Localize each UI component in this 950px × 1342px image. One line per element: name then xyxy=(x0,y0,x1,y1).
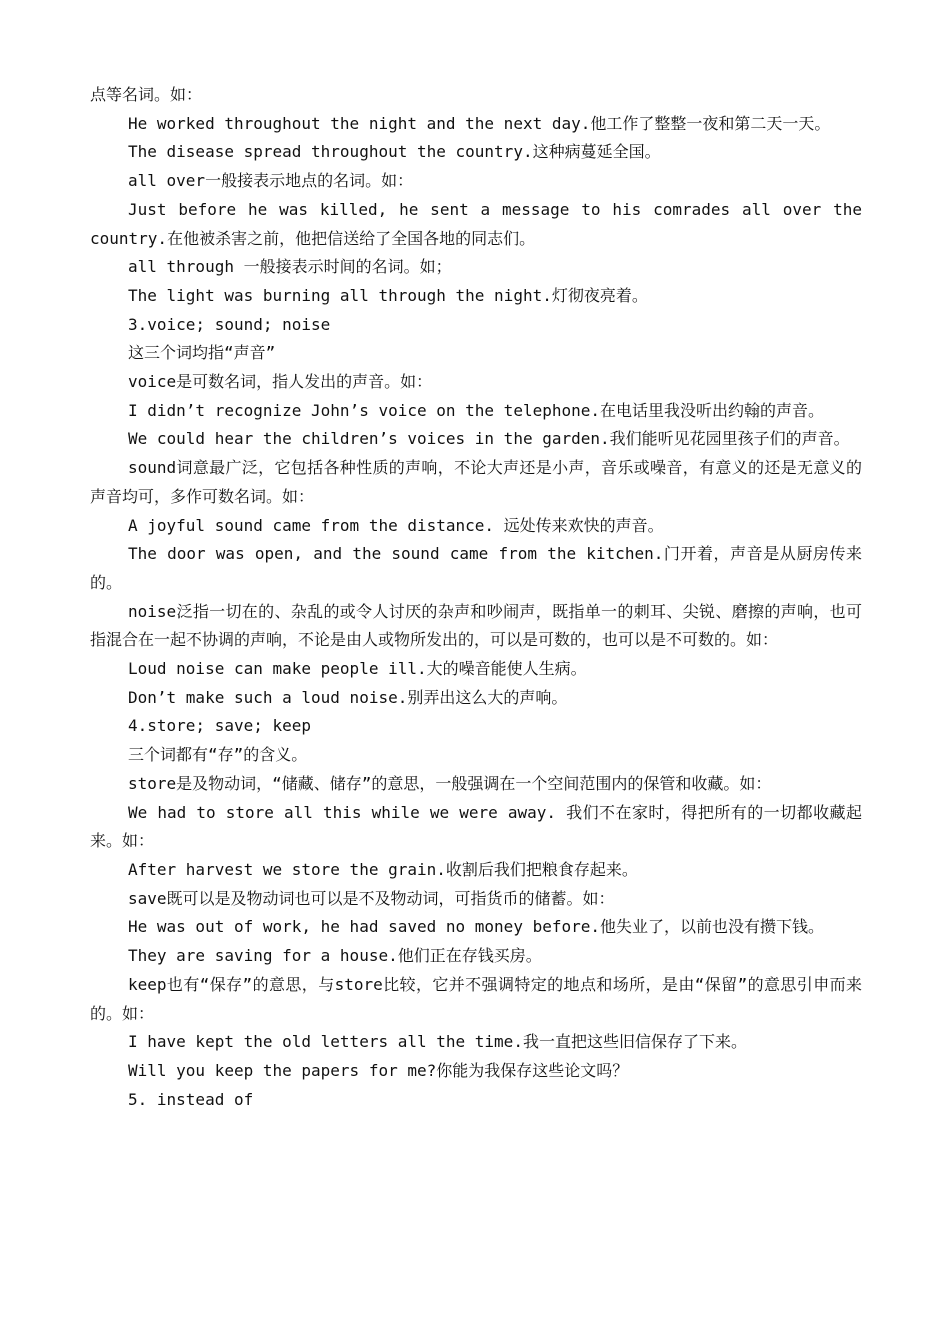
example-sentence: Don’t make such a loud noise.别弄出这么大的声响。 xyxy=(128,687,568,707)
example-sentence: I have kept the old letters all the time.我一直把这些旧信保存了下来。 xyxy=(128,1032,747,1052)
explanation: noise泛指一切在的、杂乱的或令人讨厌的杂声和吵闹声，既指单一的刺耳、尖锐、磨擦的声响，也可指混合在一起不协调的声响，不论是由人或物所发出的，可以是可数的，也可以是不可数的。如： xyxy=(90,601,862,650)
example-sentence: The disease spread throughout the country.这种病蔓延全国。 xyxy=(128,142,661,162)
example-sentence: He worked throughout the night and the next day.他工作了整整一夜和第二天一天。 xyxy=(128,113,831,133)
section-heading: 4.store; save; keep xyxy=(128,716,312,736)
explanation: all over一般接表示地点的名词。如： xyxy=(128,171,414,191)
example-sentence: The light was burning all through the night.灯彻夜亮着。 xyxy=(128,285,648,305)
example-sentence: A joyful sound came from the distance. 远处传来欢快的声音。 xyxy=(128,515,664,535)
explanation: sound词意最广泛，它包括各种性质的声响，不论大声还是小声，音乐或噪音，有意义的还是无意义的声音均可，多作可数名词。如： xyxy=(90,458,862,506)
explanation: 这三个词均指“声音” xyxy=(128,343,276,363)
explanation: keep也有“保存”的意思，与store比较，它并不强调特定的地点和场所，是由“保留”的意思引申而来的。如： xyxy=(90,974,862,1023)
explanation: 三个词都有“存”的含义。 xyxy=(128,745,308,765)
paragraph: 点等名词。如： xyxy=(90,85,203,104)
example-sentence: We could hear the children’s voices in the garden.我们能听见花园里孩子们的声音。 xyxy=(128,429,850,449)
example-sentence: They are saving for a house.他们正在存钱买房。 xyxy=(128,946,542,966)
explanation: all through 一般接表示时间的名词。如； xyxy=(128,257,452,277)
explanation: save既可以是及物动词也可以是不及物动词，可指货币的储蓄。如： xyxy=(128,888,615,908)
example-sentence: He was out of work, he had saved no money before.他失业了，以前也没有攒下钱。 xyxy=(128,917,825,937)
example-sentence: Loud noise can make people ill.大的噪音能使人生病。 xyxy=(128,659,587,679)
explanation: voice是可数名词，指人发出的声音。如： xyxy=(128,372,433,392)
example-sentence: We had to store all this while we were away. 我们不在家时，得把所有的一切都收藏起来。如： xyxy=(90,802,862,851)
example-sentence: The door was open, and the sound came from the kitchen.门开着，声音是从厨房传来的。 xyxy=(90,544,862,592)
section-heading: 3.voice; sound; noise xyxy=(128,314,331,334)
example-sentence: After harvest we store the grain.收割后我们把粮食存起来。 xyxy=(128,859,638,879)
section-heading: 5. instead of xyxy=(128,1089,254,1109)
example-sentence: I didn’t recognize John’s voice on the telephone.在电话里我没听出约翰的声音。 xyxy=(128,400,825,420)
example-sentence: Just before he was killed, he sent a message to his comrades all over the country.在他被杀害之前，他把信送给了全国各地的同志们。 xyxy=(90,199,862,248)
explanation: store是及物动词，“储藏、储存”的意思，一般强调在一个空间范围内的保管和收藏。如： xyxy=(128,773,772,793)
example-sentence: Will you keep the papers for me?你能为我保存这些论文吗？ xyxy=(128,1060,629,1080)
document-page xyxy=(90,81,862,1114)
